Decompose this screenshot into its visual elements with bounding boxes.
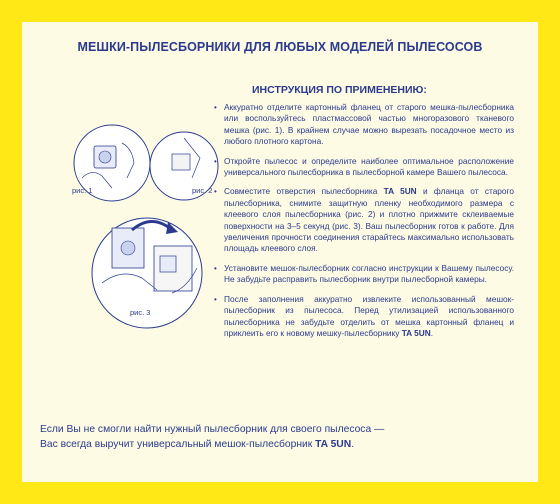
instruction-panel [22,22,538,482]
footer-line-2: Вас всегда выручит универсальный мешок-пылесборник TA 5UN. [40,439,355,450]
step-5: • После заполнения аккуратно извлеките использованный мешок-пылесборник из пылесоса. Перед утилизацией использованного пылесборника не забудьте отделить от мешка картонный фланец и приклеить его к новому мешку-пылесборнику TA 5UN. [214,293,514,338]
bullet-icon: • [214,156,217,166]
figure-3-label: рис. 3 [130,308,151,317]
figure-2-label: рис. 2 [192,186,213,195]
brand-name: TA 5UN [315,439,352,450]
bullet-icon: • [214,187,217,197]
instructions-heading: ИНСТРУКЦИЯ ПО ПРИМЕНЕНИЮ: [252,84,427,96]
bullet-icon: • [214,103,217,112]
step-1: • Аккуратно отделите картонный фланец от старого мешка-пылесборника или воспользуйтесь пластмассовой частью многоразового тканевого мешка (рис. 1). В крайнем случае можно вырезать посадочное место из любого плотного картона. [214,102,514,147]
step-4: • Установите мешок-пылесборник согласно инструкции к Вашему пылесосу. Не забудьте расправить пылесборник внутри пылесборной камеры. [214,262,514,285]
page-title: МЕШКИ-ПЫЛЕСБОРНИКИ ДЛЯ ЛЮБЫХ МОДЕЛЕЙ ПЫЛЕСОСОВ [77,40,483,54]
instruction-steps [212,102,514,347]
step-3: • Совместите отверстия пылесборника TA 5UN и фланца от старого пылесборника, снимите защитную пленку необходимого размера с клеевого слоя пылесборника (рис. 2) и плотно прижмите склеиваемые поверхности на 3–5 секунд (рис. 3). Ваш пылесборник готов к работе. Для увеличения прочности соединения старайтесь максимально использовать площадь клеевого слоя. [214,186,514,254]
step-2: • Откройте пылесос и определите наиболее оптимальное расположение универсального пылесборника в пылесборной камере Вашего пылесоса. [214,155,514,178]
footer-line-1: Если Вы не смогли найти нужный пылесборник для своего пылесоса — [40,424,385,435]
footer-note [40,422,520,452]
brand-name: TA 5UN [383,186,417,197]
bullet-icon: • [214,263,217,273]
brand-name: TA 5UN [401,327,431,338]
bullet-icon: • [214,294,217,304]
figure-1-label: рис. 1 [72,186,93,195]
